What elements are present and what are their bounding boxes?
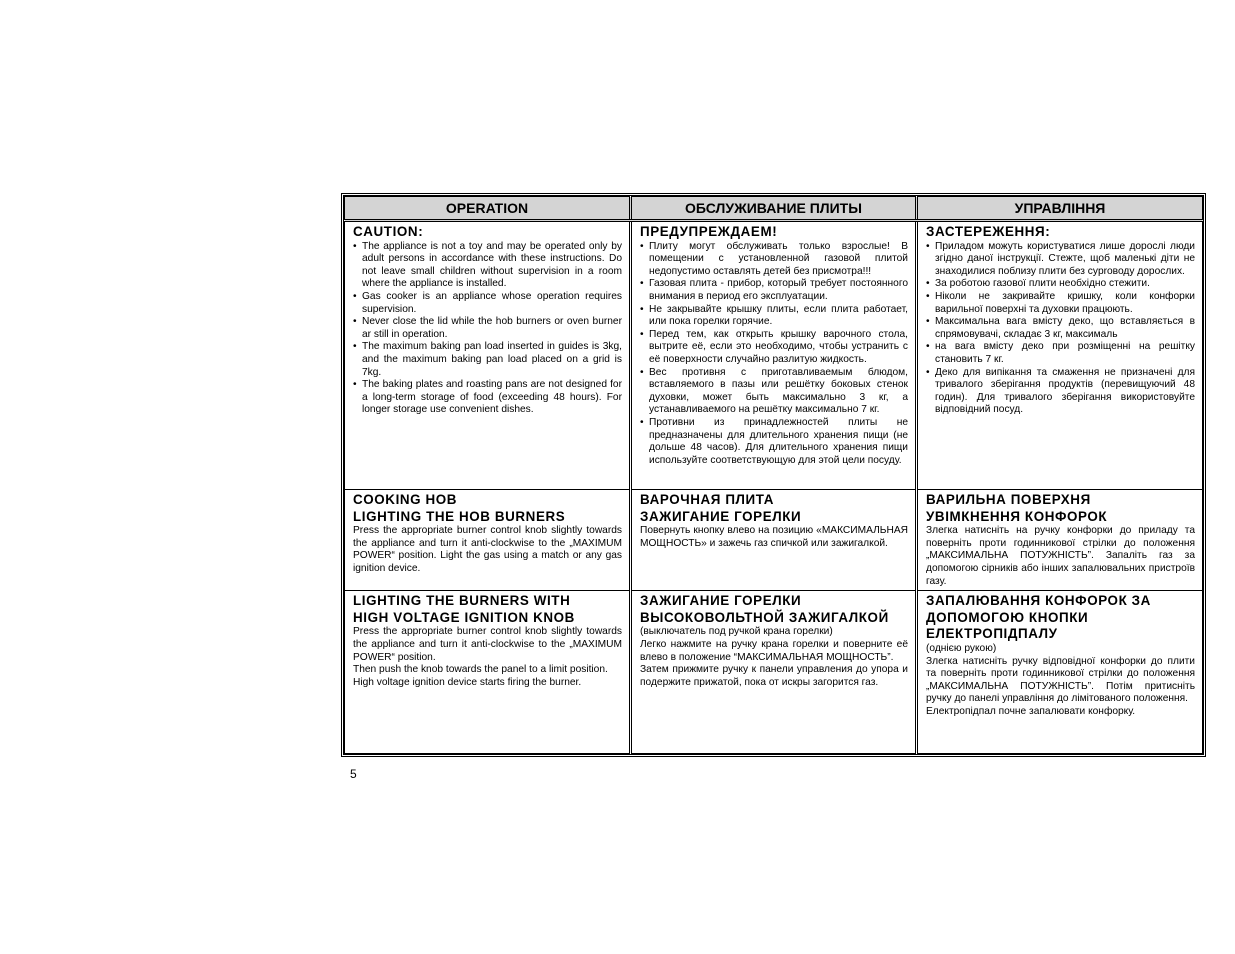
caution-item: • Never close the lid while the hob burners or oven burner ar still in operation.	[353, 316, 622, 341]
ignition-text: Злегка натисніть ручку відповідної конфорки до плити та поверніть проти годинникової стрілки до положення „МАКСИМАЛЬНА ПОТУЖНІСТЬ”. Потім притисніть ручку до панелі управління до лімітованого положення.	[926, 655, 1195, 705]
page-number: 5	[350, 767, 357, 781]
caution-title: ЗАСТЕРЕЖЕННЯ:	[926, 224, 1051, 239]
ignition-title-line: ЗАЖИГАНИЕ ГОРЕЛКИ	[640, 593, 802, 609]
ignition-title-line: HIGH VOLTAGE IGNITION KNOB	[353, 609, 575, 625]
caution-item: • Противни из принадлежностей плиты не предназначены для длительного хранения пищи (не дольше 48 часов). Для длительного хранения пищи используйте соответствующую для этой цели посуду.	[640, 417, 908, 467]
ignition-text: Then push the knob towards the panel to a limit position.	[353, 664, 608, 676]
ignition-text: Press the appropriate burner control knob slightly towards the appliance and turn it anti-clockwise to the „MAXIMUM POWER“ position.	[353, 626, 622, 663]
caution-item: • За роботою газової плити необхідно стежити.	[926, 278, 1195, 291]
ignition-text: Електропідпал почне запалювати конфорку.	[926, 705, 1136, 717]
header-row	[345, 197, 1203, 221]
hob-cell	[917, 490, 1203, 591]
caution-item: • Газовая плита - прибор, который требует постоянного внимания в период его эксплуатации.	[640, 278, 908, 303]
hob-subtitle: LIGHTING THE HOB BURNERS	[353, 508, 566, 524]
caution-item: • Перед тем, как открыть крышку варочного стола, вытрите её, если это необходимо, чтобы устранить с её поверхности случайно разлитую жидкость.	[640, 329, 908, 367]
hob-title: COOKING HOB	[353, 492, 458, 507]
ignition-cell	[631, 591, 917, 754]
hob-text: Press the appropriate burner control knob slightly towards the appliance and turn it anti-clockwise to the „MAXIMUM POWER“ position. Light the gas using a match or any gas ignition device.	[353, 525, 622, 574]
ignition-subtitle: (выключатель под ручкой крана горелки)	[640, 626, 833, 638]
header-uk: УПРАВЛІННЯ	[917, 197, 1203, 221]
instructions-table	[341, 193, 1206, 757]
hob-cell	[345, 490, 631, 591]
ignition-row	[345, 591, 1203, 754]
hob-title: ВАРИЛЬНА ПОВЕРХНЯ	[926, 492, 1091, 507]
hob-text: Злегка натисніть на ручку конфорки до приладу та поверніть проти годинникової стрілки до положення „МАКСИМАЛЬНА ПОТУЖНІСТЬ”. Запаліть газ за допомогою сірників або інших запалювальних пристроїв газу.	[926, 525, 1195, 587]
ignition-title-line: ВЫСОКОВОЛЬТНОЙ ЗАЖИГАЛКОЙ	[640, 609, 889, 625]
caution-item: • на вага вмісту деко при розміщенні на решітку становить 7 кг.	[926, 341, 1195, 366]
ignition-title-line: ЕЛЕКТРОПІДПАЛУ	[926, 626, 1058, 642]
caution-item: • Gas cooker is an appliance whose operation requires supervision.	[353, 291, 622, 316]
caution-item: • Не закрывайте крышку плиты, если плита работает, или пока горелки горячие.	[640, 304, 908, 329]
caution-cell	[631, 221, 917, 490]
caution-item: • Плиту могут обслуживать только взрослые! В помещении с установленной газовой плитой недопустимо оставлять детей без присмотра!!!	[640, 241, 908, 279]
caution-item: • The maximum baking pan load inserted in guides is 3kg, and the maximum baking pan load placed on a grid is 7kg.	[353, 341, 622, 379]
caution-title: ПРЕДУПРЕЖДАЕМ!	[640, 224, 778, 239]
caution-list	[926, 241, 1195, 417]
ignition-title-line: ДОПОМОГОЮ КНОПКИ	[926, 609, 1089, 625]
caution-item: • Ніколи не закривайте кришку, коли конфорки варильної поверхні та духовки працюють.	[926, 291, 1195, 316]
caution-cell	[345, 221, 631, 490]
caution-title: CAUTION:	[353, 224, 424, 239]
caution-item: • Вес противня с приготавливаемым блюдом, вставляемого в пазы или решётку боковых стенок духовки, может быть максимально 3 кг, а устанавливаемого на решётку максимально 7 кг.	[640, 367, 908, 417]
caution-item: • Деко для випікання та смаження не призначені для тривалого зберігання продуктів (перевищуючий 48 годин). Для тривалого зберігання використовуйте відповідний посуд.	[926, 367, 1195, 417]
header-ru: ОБСЛУЖИВАНИЕ ПЛИТЫ	[631, 197, 917, 221]
hob-row	[345, 490, 1203, 591]
ignition-subtitle: (однією рукою)	[926, 642, 997, 654]
ignition-cell	[917, 591, 1203, 754]
hob-text: Повернуть кнопку влево на позицию «МАКСИМАЛЬНАЯ МОЩНОСТЬ» и зажечь газ спичкой или зажигалкой.	[640, 525, 908, 549]
caution-item: • The appliance is not a toy and may be operated only by adult persons in accordance with these instructions. Do not leave small children without supervision in a room where the appliance is installed.	[353, 241, 622, 291]
ignition-title-line: LIGHTING THE BURNERS WITH	[353, 593, 571, 609]
header-en: OPERATION	[345, 197, 631, 221]
hob-title: ВАРОЧНАЯ ПЛИТА	[640, 492, 774, 507]
caution-row	[345, 221, 1203, 490]
ignition-text: Затем прижмите ручку к панели управления до упора и подержите прижатой, пока от искры загорится газ.	[640, 664, 908, 688]
caution-list	[353, 241, 622, 417]
caution-item: • Приладом можуть користуватися лише дорослі люди згідно даної інструкції. Стежте, щоб маленькі діти не знаходилися поблизу плити без суproводу дорослих.	[926, 241, 1195, 279]
ignition-title-line: ЗАПАЛЮВАННЯ КОНФОРОК ЗА	[926, 593, 1151, 609]
hob-cell	[631, 490, 917, 591]
ignition-text: Легко нажмите на ручку крана горелки и поверните её влево в положение “МАКСИМАЛЬНАЯ МОЩНОСТЬ”.	[640, 638, 908, 663]
caution-item: • Максимальна вага вмісту деко, що вставляється в спрямовувачі, складає 3 кг, максималь	[926, 316, 1195, 341]
hob-subtitle: УВІМКНЕННЯ КОНФОРОК	[926, 508, 1108, 524]
caution-cell	[917, 221, 1203, 490]
hob-subtitle: ЗАЖИГАНИЕ ГОРЕЛКИ	[640, 508, 802, 524]
ignition-cell	[345, 591, 631, 754]
ignition-text: High voltage ignition device starts firing the burner.	[353, 676, 582, 688]
caution-item: • The baking plates and roasting pans are not designed for a long-term storage of food (exceeding 48 hours). For longer storage use convenient dishes.	[353, 379, 622, 417]
caution-list	[640, 241, 908, 468]
